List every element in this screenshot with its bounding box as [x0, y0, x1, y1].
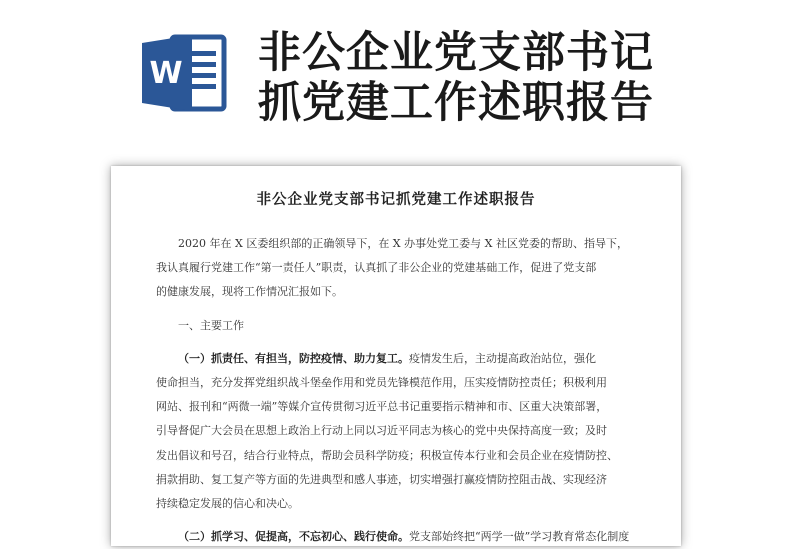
header-title [258, 28, 778, 128]
item2-first-rest: 党支部始终把“两学一做”学习教育常态化制度 [409, 530, 630, 544]
document-body [156, 232, 646, 549]
item1-line: 网站、报刊和“两微一端”等媒介宣传贯彻习近平总书记重要指示精神和市、区重大决策部署， [156, 400, 608, 414]
intro-line: 的健康发展，现将工作情况汇报如下。 [156, 285, 343, 299]
header-title-line2: 抓党建工作述职报告 [258, 78, 654, 128]
word-icon-letter: W [149, 56, 183, 91]
header-title-line1: 非公企业党支部书记 [258, 28, 654, 78]
word-document-icon [142, 31, 229, 115]
item2-first-line [156, 525, 646, 549]
document-page [111, 166, 681, 546]
intro-line: 我认真履行党建工作“第一责任人”职责，认真抓了非公企业的党建基础工作，促进了党支部 [156, 261, 597, 275]
item1-first-line [156, 347, 646, 371]
item1-heading: （一）抓责任、有担当，防控疫情、助力复工。 [178, 351, 409, 365]
item1-line: 使命担当，充分发挥党组织战斗堡垒作用和党员先锋模范作用，压实疫情防控责任；积极利用 [156, 375, 607, 389]
item1-line: 发出倡议和号召，结合行业特点，帮助会员科学防疫；积极宣传本行业和会员企业在疫情防控、 [156, 448, 618, 462]
item1-line: 捐款捐助、复工复产等方面的先进典型和感人事迹，切实增强打赢疫情防控阻击战、实现经济 [156, 472, 607, 486]
header-banner [0, 0, 800, 150]
item2-heading: （二）抓学习、促提高，不忘初心、践行使命。 [178, 530, 409, 544]
item1-first-rest: 疫情发生后，主动提高政治站位，强化 [409, 351, 596, 365]
document-title: 非公企业党支部书记抓党建工作述职报告 [256, 191, 536, 208]
item1-line: 持续稳定发展的信心和决心。 [156, 496, 299, 510]
intro-line: 2020 年在 X 区委组织部的正确领导下，在 X 办事处党工委与 X 社区党委的帮助、指导下， [178, 237, 628, 250]
section-heading: 一、主要工作 [178, 318, 244, 332]
item1-line: 引导督促广大会员在思想上政治上行动上同以习近平同志为核心的党中央保持高度一致；及时 [156, 424, 607, 438]
